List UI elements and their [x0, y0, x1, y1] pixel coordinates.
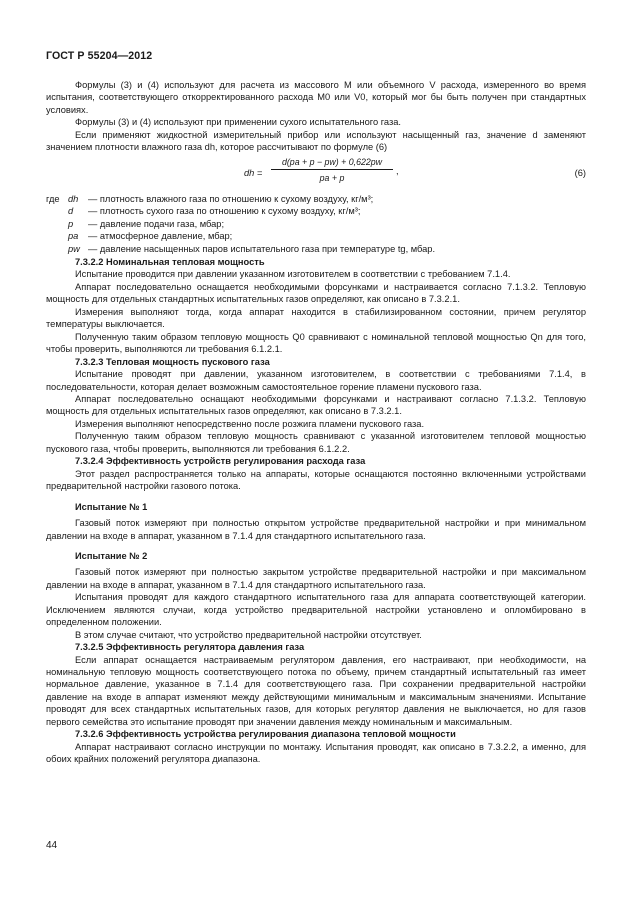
paragraph: Аппарат настраивают согласно инструкции по монтажу. Испытания проводят, как описано в 7.3.2.2, а именно, для обоих крайних положений регулятора диапазона.	[46, 741, 586, 765]
formula-number: (6)	[574, 167, 586, 178]
formula-fraction	[271, 156, 393, 185]
paragraph: Газовый поток измеряют при полностью закрытом устройстве предварительной настройки и при максимальном давлении на входе в аппарат, указанном в 7.1.4 для стандартного испытательного газа.	[46, 567, 586, 590]
section-7-3-2-5-heading: 7.3.2.5 Эффективность регулятора давления газа	[75, 642, 305, 653]
test-2-heading: Испытание № 2	[75, 550, 148, 561]
formula-comma: ,	[396, 165, 399, 176]
formula-lhs: dh	[244, 167, 255, 178]
paragraph: Испытание проводят при давлении, указанном изготовителем, в соответствии с требованиями 7.1.4, в последовательности, которая делает возможным самостоятельное горение пламени пускового газа.	[46, 369, 586, 392]
test-1-heading: Испытание № 1	[75, 501, 148, 512]
definition-text: — давление подачи газа, мбар;	[88, 218, 225, 229]
paragraph: Аппарат последовательно оснащают необходимыми форсунками и настраивают согласно 7.1.3.2. Тепловую мощность для отдельных испытательных газов определяют, как описано в 7.3.2.1.	[46, 393, 586, 417]
definition-text: — плотность сухого газа по отношению к сухому воздуху, кг/м³;	[88, 206, 361, 217]
paragraph: Испытание проводится при давлении указанном изготовителем в соответствии с требованием 7.1.4.	[75, 269, 511, 280]
symbol-definitions	[46, 193, 586, 255]
definition-text: — давление насыщенных паров испытательного газа при температуре tg, мбар.	[88, 243, 436, 254]
definition-row	[46, 193, 586, 205]
definition-symbol: pw	[68, 243, 80, 254]
definition-text: — плотность влажного газа по отношению к сухому воздуху, кг/м³;	[88, 193, 374, 204]
section-7-3-2-6-heading: 7.3.2.6 Эффективность устройства регулирования диапазона тепловой мощности	[75, 729, 456, 740]
formula-6	[46, 156, 586, 192]
section-7-3-2-3-heading: 7.3.2.3 Тепловая мощность пускового газа	[75, 356, 270, 367]
page-number: 44	[46, 840, 58, 851]
paragraph-dry-gas: Формулы (3) и (4) используют при применении сухого испытательного газа.	[75, 117, 402, 128]
paragraph: В этом случае считают, что устройство предварительной настройки отсутствует.	[75, 629, 422, 640]
formula-equals: =	[257, 167, 263, 178]
paragraph-formulas-usage: Формулы (3) и (4) используют для расчета из массового M или объемного V расхода, измеренного во время испытания, соответствующего откорректированного расхода M0 или V0, который мог бы быть получен при стандартных условиях.	[46, 80, 586, 115]
definition-symbol: d	[68, 206, 74, 217]
paragraph: Если аппарат оснащается настраиваемым регулятором давления, его настраивают, при необходимости, на номинальную тепловую мощность соответствующего потока по объему, причем стандартный испытательный газ имеет нормальное давление, указанное в 7.1.4 для соответствующего газа. При сохранении предварительной настройки давление на входе в аппарат изменяют между действующими минимальным и максимальным значениями. Испытание проводят для всех стандартных испытательных газов, для которых регулятор давления не выключается, но для газов первого семейства это испытание проводят при значении давления между номинальным и максимальным.	[46, 654, 586, 727]
paragraph: Газовый поток измеряют при полностью открытом устройстве предварительной настройки и при минимальном давлении на входе в аппарат, указанном в 7.1.4 для стандартного испытательного газа.	[46, 518, 586, 541]
paragraph: Полученную таким образом тепловую мощность сравнивают с указанной изготовителем тепловой мощностью пускового газа, чтобы проверить, выполняются ли требования 6.1.2.2.	[46, 431, 586, 454]
section-7-3-2-2-heading: 7.3.2.2 Номинальная тепловая мощность	[75, 256, 265, 267]
definition-row	[46, 243, 586, 255]
definition-text: — атмосферное давление, мбар;	[88, 231, 233, 242]
paragraph: Этот раздел распространяется только на аппараты, которые оснащаются постоянно включенными устройствами предварительной настройки газового потока.	[46, 468, 586, 492]
paragraph-wet-gas: Если применяют жидкостной измерительный прибор или используют насыщенный газ, значение d заменяют значением плотности влажного газа dh, которое рассчитывают по формуле (6)	[46, 129, 586, 153]
definition-row	[46, 218, 586, 230]
definition-row	[46, 230, 586, 242]
definition-symbol: pa	[68, 231, 79, 242]
document-body	[46, 79, 586, 766]
definition-symbol: dh	[68, 193, 79, 204]
paragraph: Испытания проводят для каждого стандартного испытательного газа для аппарата соответствующей категории. Исключением являются случаи, когда устройство предварительной настройки установлено и опломбировано в определенном положении.	[46, 592, 586, 628]
definition-row	[46, 205, 586, 217]
page-header-gost: ГОСТ Р 55204—2012	[46, 50, 153, 62]
formula-numerator: d(pa + p − pw) + 0,622pw	[271, 156, 393, 170]
definition-where: где	[46, 193, 60, 204]
paragraph: Измерения выполняют непосредственно после розжига пламени пускового газа.	[75, 418, 425, 429]
section-7-3-2-4-heading: 7.3.2.4 Эффективность устройств регулирования расхода газа	[75, 456, 366, 467]
formula-denominator: pa + p	[319, 173, 345, 184]
definition-symbol: p	[68, 218, 74, 229]
paragraph: Аппарат последовательно оснащается необходимыми форсунками и настраивается согласно 7.1.3.2. Тепловую мощность для отдельных стандартных испытательных газов определяют, как описано в 7.3.2.1.	[46, 281, 586, 305]
paragraph: Полученную таким образом тепловую мощность Q0 сравнивают с номинальной тепловой мощностью Qn для того, чтобы проверить, выполняются ли требования 6.1.2.1.	[46, 331, 586, 355]
paragraph: Измерения выполняют тогда, когда аппарат находится в стабилизированном состоянии, причем регулятор температуры выключается.	[46, 306, 586, 330]
